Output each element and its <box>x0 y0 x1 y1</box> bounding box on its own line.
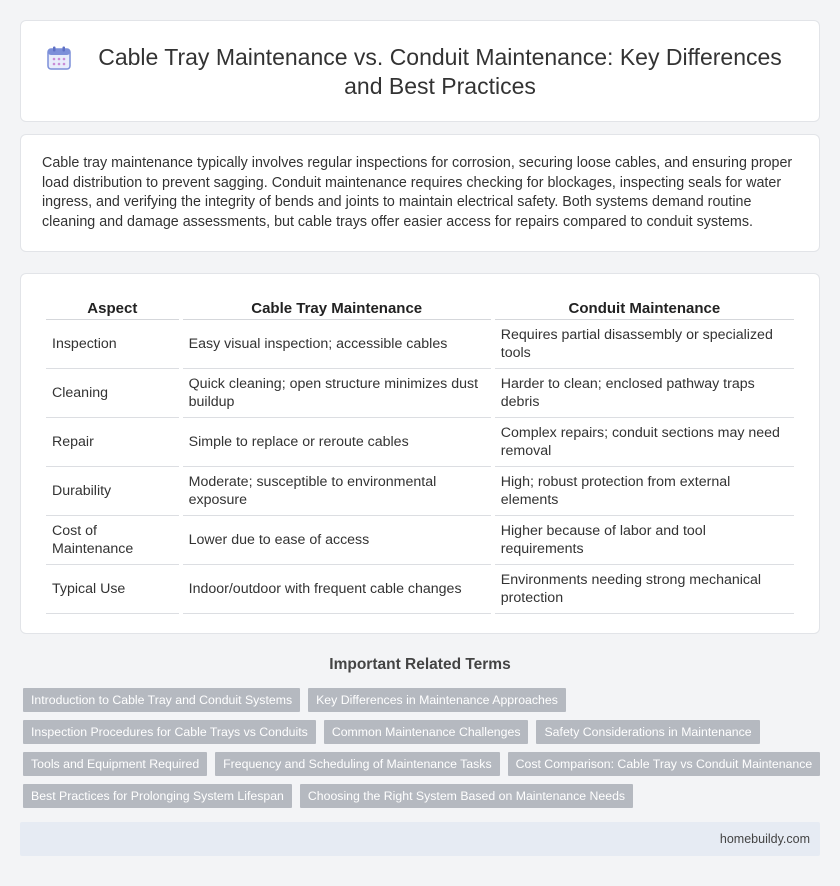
comparison-table <box>42 294 798 614</box>
related-term-chip[interactable]: Choosing the Right System Based on Maintenance Needs <box>300 784 633 808</box>
table-cell-conduit: Higher because of labor and tool requirements <box>495 516 794 565</box>
related-terms-list <box>23 688 813 816</box>
table-cell-cable-tray: Easy visual inspection; accessible cables <box>183 320 491 369</box>
related-term-chip[interactable]: Common Maintenance Challenges <box>324 720 529 744</box>
table-cell-aspect: Typical Use <box>46 565 179 614</box>
table-cell-conduit: Harder to clean; enclosed pathway traps debris <box>495 369 794 418</box>
related-term-chip[interactable]: Best Practices for Prolonging System Lifespan <box>23 784 292 808</box>
table-cell-cable-tray: Indoor/outdoor with frequent cable changes <box>183 565 491 614</box>
header-card <box>20 20 820 122</box>
table-header-row <box>46 294 794 320</box>
table-row <box>46 467 794 516</box>
table-row <box>46 516 794 565</box>
table-cell-conduit: Environments needing strong mechanical protection <box>495 565 794 614</box>
table-cell-cable-tray: Quick cleaning; open structure minimizes dust buildup <box>183 369 491 418</box>
table-cell-aspect: Cleaning <box>46 369 179 418</box>
table-row <box>46 320 794 369</box>
column-header-aspect: Aspect <box>46 294 179 320</box>
table-cell-conduit: High; robust protection from external elements <box>495 467 794 516</box>
table-cell-cable-tray: Simple to replace or reroute cables <box>183 418 491 467</box>
table-cell-conduit: Complex repairs; conduit sections may need removal <box>495 418 794 467</box>
site-name[interactable]: homebuildy.com <box>719 832 810 846</box>
chip-row <box>23 688 803 712</box>
chip-row <box>23 720 803 744</box>
related-term-chip[interactable]: Introduction to Cable Tray and Conduit Systems <box>23 688 300 712</box>
table-cell-aspect: Cost of Maintenance <box>46 516 179 565</box>
related-term-chip[interactable]: Key Differences in Maintenance Approaches <box>308 688 566 712</box>
footer-bar <box>20 822 820 856</box>
column-header-conduit: Conduit Maintenance <box>495 294 794 320</box>
table-cell-aspect: Inspection <box>46 320 179 369</box>
related-term-chip[interactable]: Cost Comparison: Cable Tray vs Conduit Maintenance <box>508 752 821 776</box>
related-terms-heading: Important Related Terms <box>329 656 511 673</box>
related-term-chip[interactable]: Safety Considerations in Maintenance <box>536 720 759 744</box>
related-term-chip[interactable]: Tools and Equipment Required <box>23 752 207 776</box>
intro-card <box>20 134 820 252</box>
table-cell-cable-tray: Moderate; susceptible to environmental exposure <box>183 467 491 516</box>
column-header-cable-tray: Cable Tray Maintenance <box>183 294 491 320</box>
related-term-chip[interactable]: Frequency and Scheduling of Maintenance Tasks <box>215 752 499 776</box>
chip-row <box>23 752 813 776</box>
comparison-card <box>20 273 820 634</box>
table-row <box>46 369 794 418</box>
table-cell-cable-tray: Lower due to ease of access <box>183 516 491 565</box>
table-cell-aspect: Durability <box>46 467 179 516</box>
chip-row <box>23 784 803 808</box>
table-row <box>46 418 794 467</box>
table-cell-conduit: Requires partial disassembly or specialized tools <box>495 320 794 369</box>
table-row <box>46 565 794 614</box>
page-title: Cable Tray Maintenance vs. Conduit Maintenance: Key Differences and Best Practices <box>98 44 782 99</box>
related-term-chip[interactable]: Inspection Procedures for Cable Trays vs Conduits <box>23 720 316 744</box>
table-cell-aspect: Repair <box>46 418 179 467</box>
intro-paragraph: Cable tray maintenance typically involves regular inspections for corrosion, securing loose cables, and ensuring proper load distribution to prevent sagging. Conduit maintenance requires checking for blockages, inspecting seals for water ingress, and verifying the integrity of bends and joints to maintain electrical safety. Both systems demand routine cleaning and damage assessments, but cable trays offer easier access for repairs compared to conduit systems. <box>42 155 793 230</box>
